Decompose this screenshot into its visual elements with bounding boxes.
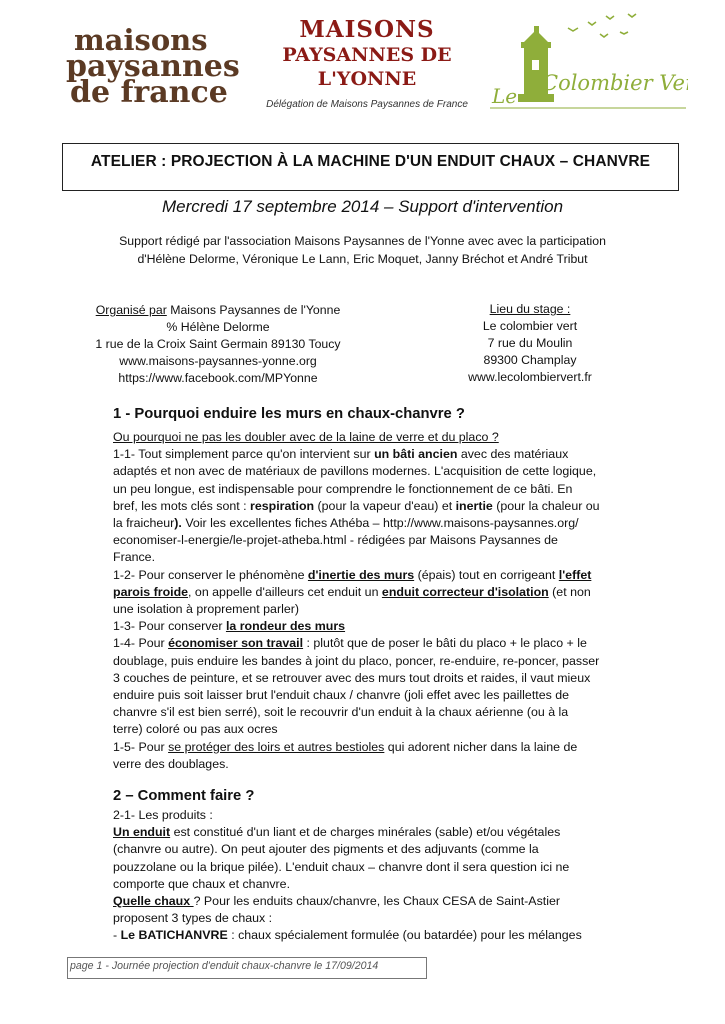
text-line: proposent 3 types de chaux : [113, 911, 273, 926]
text-run: l'effet [558, 567, 592, 582]
logo-left-line2: paysannes [66, 49, 240, 84]
text-line: comporte que chaux et chanvre. [113, 876, 291, 891]
text-run: Le BATICHANVRE [120, 928, 228, 943]
text-run: 1-2- Pour conserver le phénomène [113, 567, 308, 582]
text-run: Voir les excellentes fiches Athéba – http://www.maisons-paysannes.org/ [181, 516, 579, 531]
birds-icon [568, 14, 636, 37]
text-run: (pour la chaleur ou [492, 498, 600, 513]
section2-body [113, 807, 653, 945]
text-line: chanvre s'il est bien serré), soit le recouvrir d'un enduit à la chaux aérienne (ou à la [113, 705, 569, 720]
text-line: pouzzolane ou la brique pilée). L'enduit chaux – chanvre dont il sera question ici ne [113, 859, 570, 874]
text-run: un bâti ancien [374, 447, 458, 462]
text-line: 2-1- Les produits : [113, 808, 213, 822]
text-run: qui adorent nicher dans la laine de [384, 739, 578, 754]
text-line: un peu longue, est indispensable pour comprendre le fonctionnement de ce bâti. En [113, 481, 573, 496]
venue-street: 7 rue du Moulin [487, 336, 573, 350]
header-title-line2: PAYSANNES DE [282, 44, 452, 66]
text-run: 1-5- Pour [113, 739, 169, 754]
text-run: ? Pour les enduits chaux/chanvre, les Chaux CESA de Saint-Astier [193, 894, 560, 909]
text-line: terre) coloré ou pas aux ocres [113, 722, 278, 737]
logo-right-name: Colombier Vert [542, 71, 688, 95]
text-line: economiser-l-energie/le-projet-atheba.html - rédigées par Maisons Paysannes de [113, 533, 558, 548]
text-run: parois froide [113, 584, 189, 599]
section1-heading: 1 - Pourquoi enduire les murs en chaux-chanvre ? [113, 406, 465, 422]
text-run: avec des matériaux [457, 447, 569, 462]
support-credit-line2: d'Hélène Delorme, Véronique Le Lann, Eric Moquet, Janny Bréchot et André Tribut [137, 252, 588, 266]
text-run: 1-3- Pour conserver [113, 619, 226, 634]
text-run: respiration [250, 498, 315, 513]
header-title [262, 16, 472, 91]
text-line: 3 couches de peinture, et se retrouver avec des murs tout droits et raides, il vaut mieux [113, 670, 591, 685]
text-line: verre des doublages. [113, 756, 229, 771]
text-run: la rondeur des murs [225, 619, 346, 634]
text-run: (épais) tout en corrigeant [414, 567, 559, 582]
page-title: ATELIER : PROJECTION À LA MACHINE D'UN ENDUIT CHAUX – CHANVRE [90, 153, 651, 170]
venue-block [440, 301, 620, 386]
venue-label: Lieu du stage : [489, 302, 571, 316]
page-footer: page 1 - Journée projection d'enduit chaux-chanvre le 17/09/2014 [70, 960, 379, 972]
colombier-vert-logo [488, 8, 688, 116]
text-run: se protéger des loirs et autres bestioles [168, 739, 385, 754]
text-line: adaptés et non avec de matériaux de pavillons modernes. L'acquisition de cette logique, [113, 464, 597, 479]
text-run: 1-4- Pour [113, 636, 169, 651]
text-line: France. [113, 550, 156, 565]
text-run: inertie [455, 498, 493, 513]
text-run: Un enduit [113, 825, 171, 840]
organizer-label: Organisé par [95, 303, 167, 317]
organizer-contact: % Hélène Delorme [166, 320, 270, 334]
logo-left-line3: de france [70, 75, 228, 106]
text-run: est constitué d'un liant et de charges minérales (sable) et/ou végétales [170, 825, 561, 840]
text-run: : plutôt que de poser le bâti du placo + le placo + le [303, 636, 587, 651]
text-run: - [113, 928, 121, 943]
maisons-paysannes-logo [66, 26, 256, 106]
text-line: doublage, puis enduire les bandes à joint du placo, poncer, re-enduire, re-poncer, passer [113, 653, 600, 668]
header-title-line1: MAISONS [299, 16, 435, 43]
logo-right-le: Le [492, 84, 518, 108]
text-run: 1-1- Tout simplement parce qu'on intervient sur [113, 447, 375, 462]
venue-name: Le colombier vert [482, 319, 578, 333]
section1-subheading: Ou pourquoi ne pas les doubler avec de la laine de verre et du placo ? [113, 430, 499, 444]
text-run: : chaux spécialement formulée (ou batardée) pour les mélanges [227, 928, 582, 943]
venue-website-link[interactable]: www.lecolombiervert.fr [468, 370, 592, 384]
text-line: (chanvre ou autre). On peut ajouter des pigments et des adjuvants (comme la [113, 842, 539, 857]
text-run: la fraicheur [113, 516, 175, 531]
logo-left-line1: maisons [74, 26, 208, 57]
date-line: Mercredi 17 septembre 2014 – Support d'intervention [161, 197, 564, 216]
organizer-facebook-link[interactable]: https://www.facebook.com/MPYonne [118, 371, 318, 385]
section2-heading: 2 – Comment faire ? [113, 788, 255, 804]
text-line: enduire puis soit laisser brut l'enduit chaux / chanvre (joli effet avec les paillettes de [113, 688, 570, 703]
text-run: , on appelle d'ailleurs cet enduit un [188, 584, 382, 599]
support-credit-line1: Support rédigé par l'association Maisons Paysannes de l'Yonne avec avec la participation [119, 234, 606, 248]
organizer-address: 1 rue de la Croix Saint Germain 89130 Toucy [95, 337, 341, 351]
organizer-block [68, 302, 368, 387]
venue-city: 89300 Champlay [483, 353, 577, 367]
text-run: (et non [548, 584, 591, 599]
text-run: ). [174, 516, 182, 531]
text-run: enduit correcteur d'isolation [381, 584, 549, 599]
text-run: économiser son travail [168, 636, 304, 651]
section1-body [113, 429, 653, 773]
text-run: Quelle chaux [113, 894, 194, 909]
organizer-name: Maisons Paysannes de l'Yonne [166, 303, 341, 317]
header-subtitle: Délégation de Maisons Paysannes de France [266, 99, 468, 110]
text-line: une isolation à proprement parler) [113, 602, 299, 617]
text-run: d'inertie des murs [307, 567, 415, 582]
text-run: bref, les mots clés sont : [113, 498, 251, 513]
organizer-website-link[interactable]: www.maisons-paysannes-yonne.org [119, 354, 317, 368]
text-run: (pour la vapeur d'eau) et [314, 498, 456, 513]
header-title-line3: L'YONNE [317, 68, 417, 90]
